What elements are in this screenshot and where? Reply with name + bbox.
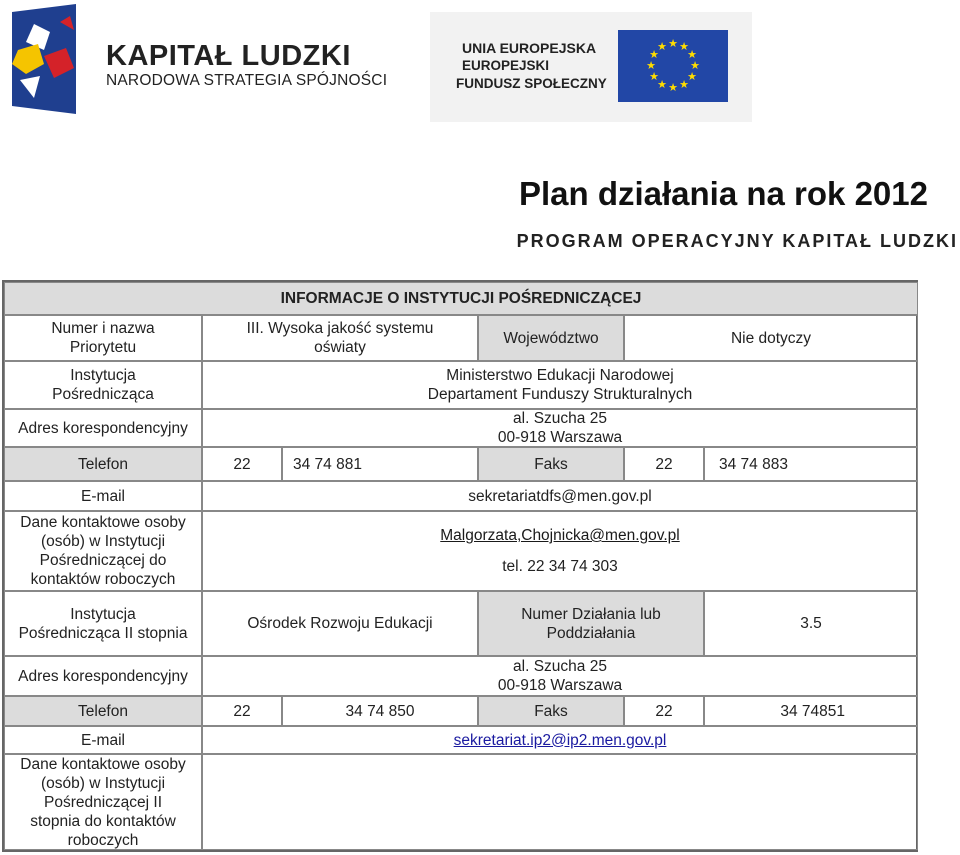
ip2-contact-label: Dane kontaktowe osoby (osób) w Instytucji Pośredniczącej II stopnia do kontaktów roboczych: [4, 754, 202, 850]
ip2-phone-number: 34 74 850: [282, 696, 478, 726]
ip2-address-label: Adres korespondencyjny: [4, 656, 202, 696]
ip2-contact-value: [202, 754, 918, 850]
svg-text:★: ★: [687, 48, 697, 61]
contact-label: Dane kontaktowe osoby (osób) w Instytucji Pośredniczącej do kontaktów roboczych: [4, 511, 202, 591]
contact-email-link[interactable]: Malgorzata,Chojnicka@men.gov.pl: [440, 527, 680, 544]
svg-text:★: ★: [668, 81, 678, 94]
kapital-ludzki-title: KAPITAŁ LUDZKI: [106, 40, 351, 72]
contact-phone: tel. 22 34 74 303: [502, 558, 618, 575]
eu-logo-line1: UNIA EUROPEJSKA: [462, 40, 597, 56]
eu-logo-line2: EUROPEJSKI: [462, 58, 550, 73]
address-label: Adres korespondencyjny: [4, 409, 202, 447]
ip2-address-value: al. Szucha 25 00-918 Warszawa: [202, 656, 918, 696]
phone-label: Telefon: [4, 447, 202, 481]
svg-text:★: ★: [668, 37, 678, 50]
ip2-fax-prefix: 22: [624, 696, 704, 726]
ip2-fax-label: Faks: [478, 696, 624, 726]
svg-text:★: ★: [690, 59, 700, 72]
address-value: al. Szucha 25 00-918 Warszawa: [202, 409, 918, 447]
ip2-value: Ośrodek Rozwoju Edukacji: [202, 591, 478, 656]
svg-text:★: ★: [657, 40, 667, 53]
page-title: Plan działania na rok 2012: [518, 175, 928, 212]
priority-value: III. Wysoka jakość systemu oświaty: [202, 315, 478, 361]
ip2-phone-prefix: 22: [202, 696, 282, 726]
priority-label: Numer i nazwa Priorytetu: [4, 315, 202, 361]
eu-stars-icon: [618, 30, 728, 102]
measure-value: 3.5: [704, 591, 918, 656]
ip2-phone-label: Telefon: [4, 696, 202, 726]
svg-text:★: ★: [649, 48, 659, 61]
phone-number: 34 74 881: [282, 447, 478, 481]
ip2-label: Instytucja Pośrednicząca II stopnia: [4, 591, 202, 656]
phone-prefix: 22: [202, 447, 282, 481]
fax-label: Faks: [478, 447, 624, 481]
voivodeship-value: Nie dotyczy: [624, 315, 918, 361]
fax-prefix: 22: [624, 447, 704, 481]
email-link[interactable]: sekretariatdfs@men.gov.pl: [468, 487, 652, 505]
email-label: E-mail: [4, 481, 202, 511]
ip2-email-link[interactable]: sekretariat.ip2@ip2.men.gov.pl: [453, 731, 667, 749]
svg-text:★: ★: [649, 70, 659, 83]
page-subtitle: PROGRAM OPERACYJNY KAPITAŁ LUDZKI: [516, 231, 958, 251]
section-title: INFORMACJE O INSTYTUCJI POŚREDNICZĄCEJ: [4, 282, 918, 315]
contact-value: [202, 511, 918, 591]
eu-flag-icon: [618, 30, 728, 102]
voivodeship-label: Województwo: [478, 315, 624, 361]
svg-text:★: ★: [679, 78, 689, 91]
ip2-fax-number: 34 74851: [704, 696, 918, 726]
ip2-email-value: [202, 726, 918, 754]
measure-label: Numer Działania lub Poddziałania: [478, 591, 704, 656]
email-value[interactable]: [202, 481, 918, 511]
svg-text:★: ★: [679, 40, 689, 53]
svg-text:★: ★: [687, 70, 697, 83]
svg-text:★: ★: [657, 78, 667, 91]
eu-logo-line3: FUNDUSZ SPOŁECZNY: [456, 76, 607, 91]
ip2-email-label: E-mail: [4, 726, 202, 754]
svg-text:★: ★: [646, 59, 656, 72]
fax-number: 34 74 883: [704, 447, 918, 481]
kapital-ludzki-emblem-icon: [4, 2, 104, 118]
institution-label: Instytucja Pośrednicząca: [4, 361, 202, 409]
kapital-ludzki-subtitle: NARODOWA STRATEGIA SPÓJNOŚCI: [106, 72, 388, 89]
institution-value: Ministerstwo Edukacji Narodowej Departament Funduszy Strukturalnych: [202, 361, 918, 409]
